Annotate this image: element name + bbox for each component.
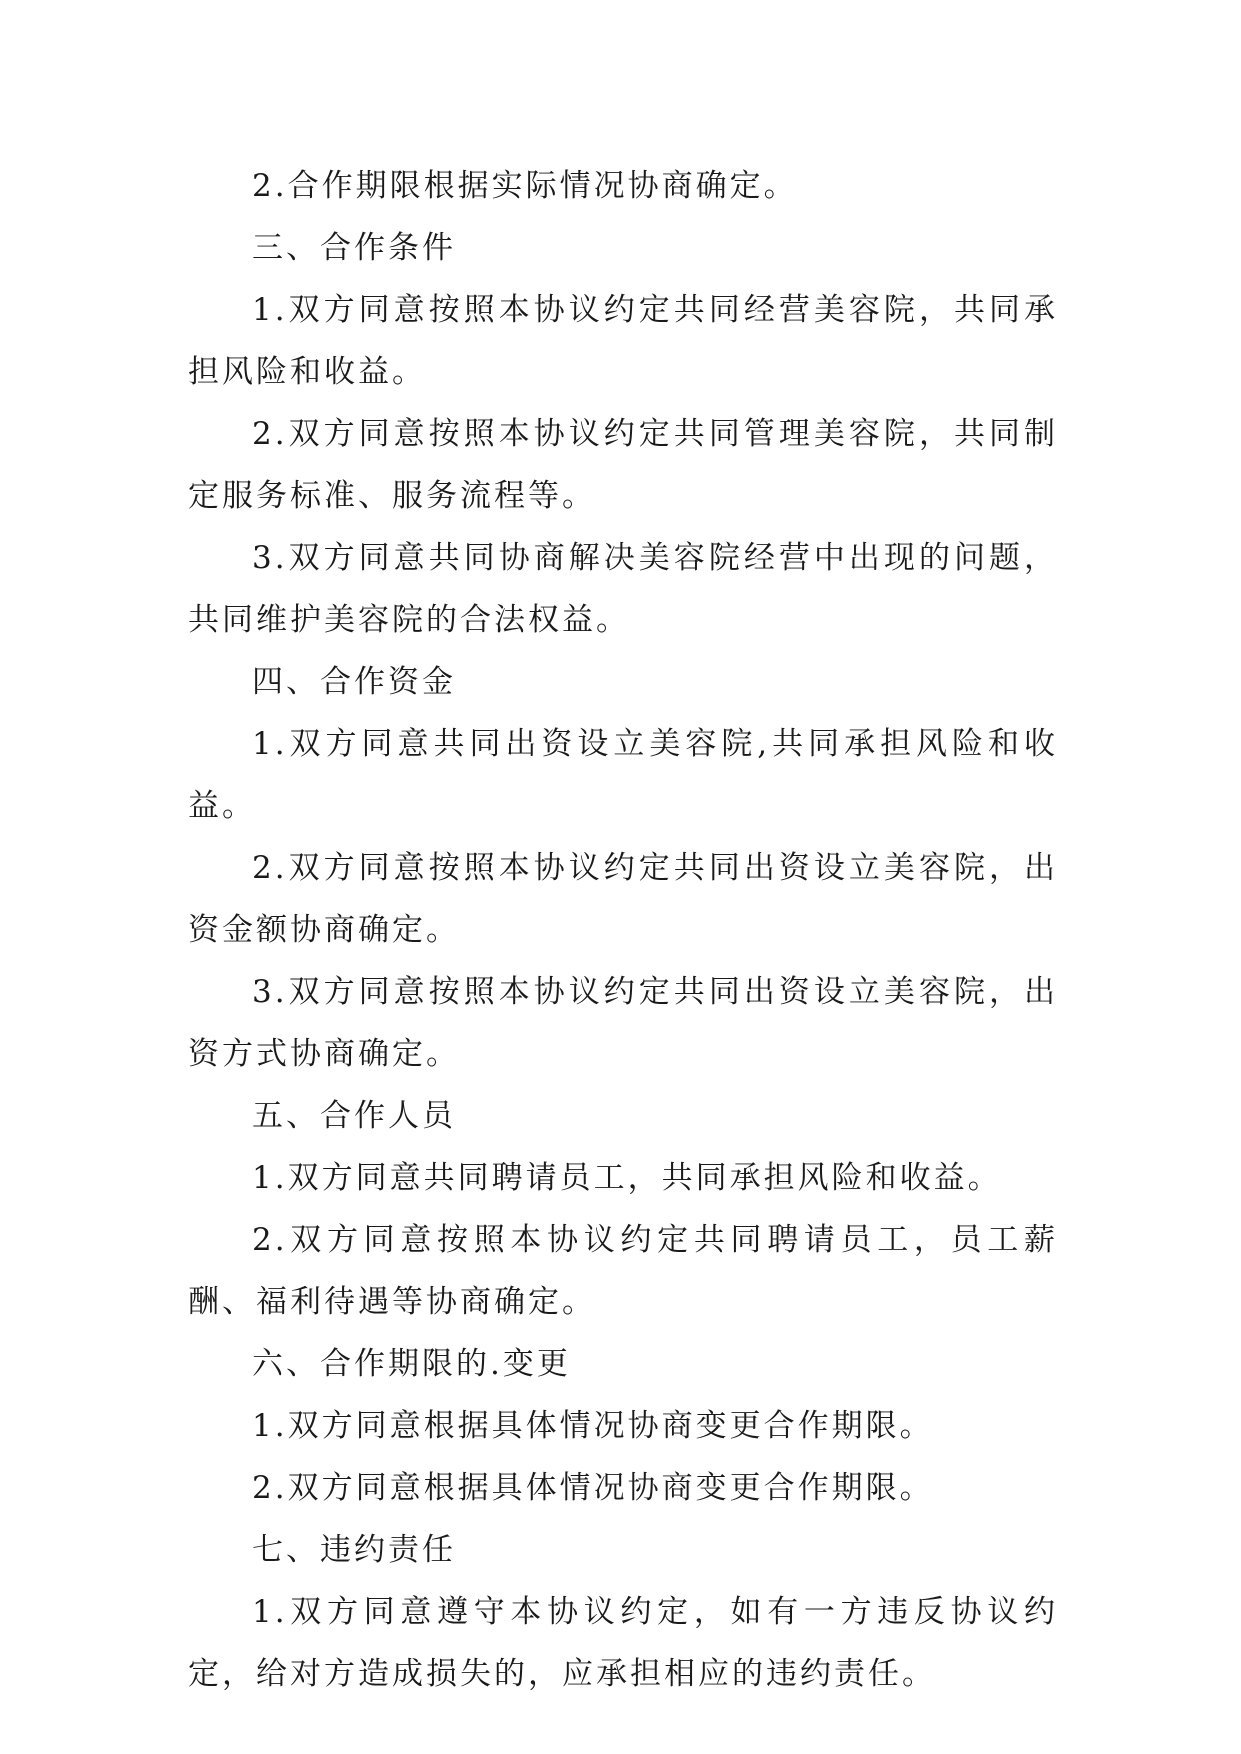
paragraph-term-change-1: 1.双方同意根据具体情况协商变更合作期限。 (252, 1408, 934, 1444)
paragraph-term-change-2: 2.双方同意根据具体情况协商变更合作期限。 (252, 1470, 934, 1506)
section-heading-cooperation-funds: 四、合作资金 (252, 664, 456, 700)
paragraph-conditions-3: 3.双方同意共同协商解决美容院经营中出现的问题，共同维护美容院的合法权益。 (188, 540, 1058, 638)
paragraph-funds-2: 2.双方同意按照本协议约定共同出资设立美容院，出资金额协商确定。 (188, 850, 1058, 948)
paragraph-funds-1: 1.双方同意共同出资设立美容院,共同承担风险和收益。 (188, 726, 1058, 824)
paragraph-personnel-2: 2.双方同意按照本协议约定共同聘请员工，员工薪酬、福利待遇等协商确定。 (188, 1222, 1058, 1320)
document-body (188, 155, 1058, 1705)
section-heading-breach-liability: 七、违约责任 (252, 1532, 456, 1568)
paragraph-conditions-1: 1.双方同意按照本协议约定共同经营美容院，共同承担风险和收益。 (188, 292, 1058, 390)
section-heading-term-change: 六、合作期限的.变更 (252, 1346, 571, 1382)
paragraph-term-2-period: 2.合作期限根据实际情况协商确定。 (252, 168, 798, 204)
section-heading-cooperation-personnel: 五、合作人员 (252, 1098, 456, 1134)
section-heading-cooperation-conditions: 三、合作条件 (252, 230, 456, 266)
paragraph-personnel-1: 1.双方同意共同聘请员工，共同承担风险和收益。 (252, 1160, 1002, 1196)
paragraph-breach-1: 1.双方同意遵守本协议约定，如有一方违反协议约定，给对方造成损失的，应承担相应的违约责任。 (188, 1594, 1058, 1692)
paragraph-conditions-2: 2.双方同意按照本协议约定共同管理美容院，共同制定服务标准、服务流程等。 (188, 416, 1058, 514)
paragraph-funds-3: 3.双方同意按照本协议约定共同出资设立美容院，出资方式协商确定。 (188, 974, 1058, 1072)
